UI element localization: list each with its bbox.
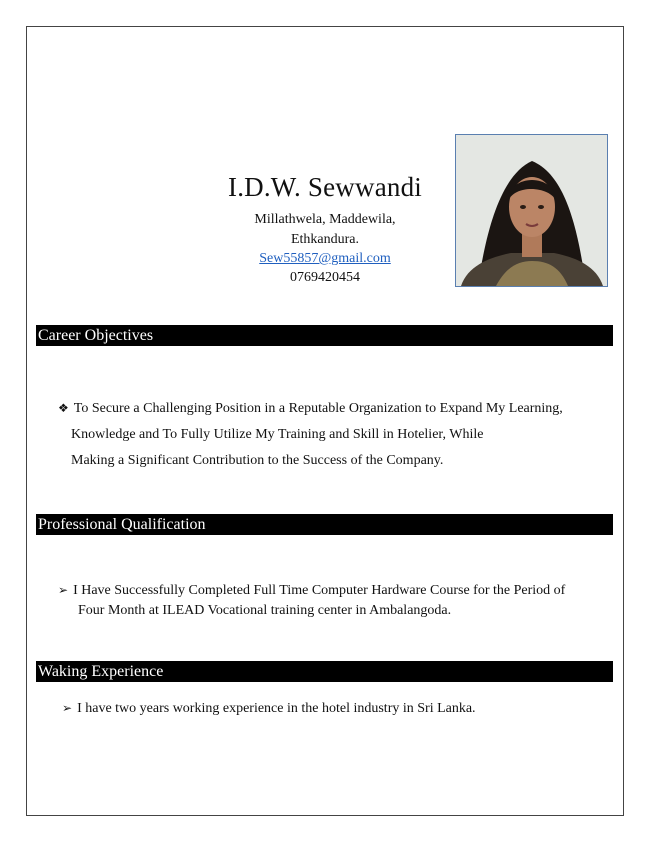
phone-number: 0769420454	[290, 270, 360, 285]
career-text-3: Making a Significant Contribution to the Success of the Company.	[71, 453, 444, 468]
address-line-1: Millathwela, Maddewila,	[254, 212, 396, 227]
qualification-text-2: Four Month at ILEAD Vocational training center in Ambalangoda.	[78, 603, 452, 618]
career-text-1: To Secure a Challenging Position in a Reputable Organization to Expand My Learning,	[73, 401, 563, 416]
address-line-2: Ethkandura.	[290, 232, 360, 247]
professional-qualification-header: Professional Qualification	[36, 514, 613, 535]
career-objectives-header: Career Objectives	[36, 325, 613, 346]
arrow-bullet-icon: ➢	[58, 583, 69, 597]
experience-line-1	[62, 701, 476, 717]
working-experience-header: Waking Experience	[36, 661, 613, 682]
email-link[interactable]: Sew55857@gmail.com	[259, 251, 391, 266]
experience-text-1: I have two years working experience in the hotel industry in Sri Lanka.	[77, 701, 476, 716]
diamond-bullet-icon: ❖	[58, 401, 69, 415]
candidate-name: I.D.W. Sewwandi	[228, 172, 422, 202]
career-objective-line-1	[58, 401, 563, 417]
profile-photo	[455, 134, 608, 287]
career-text-2: Knowledge and To Fully Utilize My Training and Skill in Hotelier, While	[71, 427, 484, 442]
qualification-line-1	[58, 583, 565, 599]
qualification-text-1: I Have Successfully Completed Full Time Computer Hardware Course for the Period of	[73, 583, 566, 598]
arrow-bullet-icon: ➢	[62, 701, 73, 715]
